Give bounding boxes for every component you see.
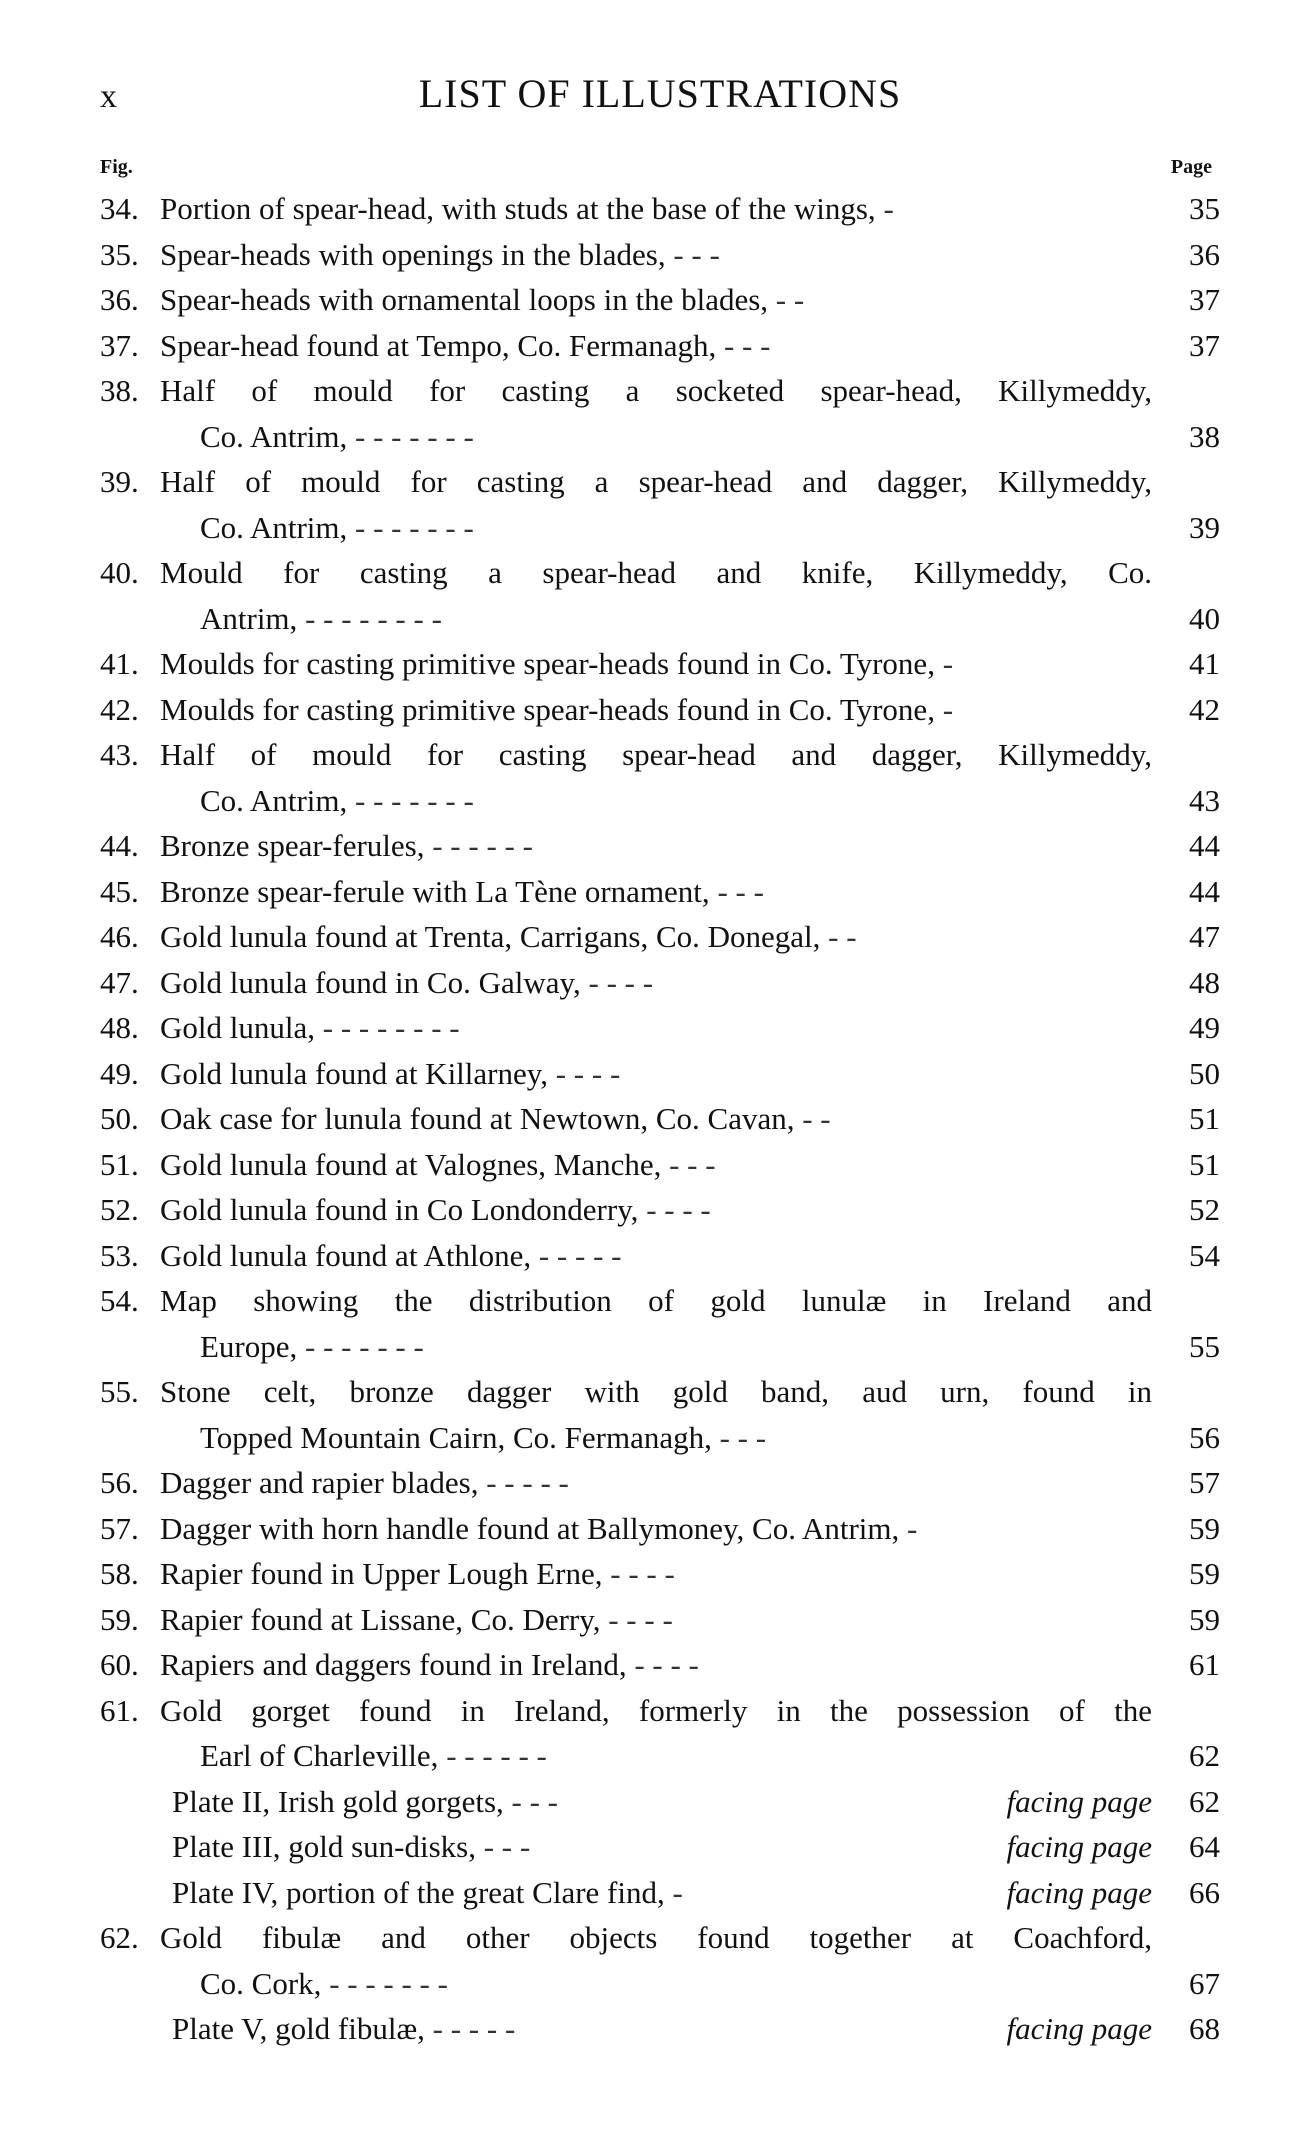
entry-caption: Mould for casting a spear-head and knife, Killymeddy, Co. xyxy=(160,555,1152,590)
entry-caption: Half of mould for casting spear-head and dagger, Killymeddy, xyxy=(160,737,1152,772)
page-reference: 36 xyxy=(1189,236,1220,272)
page-numeral: x xyxy=(100,78,118,115)
entry-body xyxy=(160,550,1152,641)
plate-body xyxy=(160,1824,1152,1870)
page-reference: 52 xyxy=(1189,1192,1220,1227)
entry-body xyxy=(160,232,1152,278)
page-reference: 51 xyxy=(1189,1101,1220,1136)
page-reference: 66 xyxy=(1189,1874,1220,1910)
page-reference: 64 xyxy=(1189,1829,1220,1864)
caption-continuation: Earl of Charleville, xyxy=(200,1738,439,1773)
entry-body xyxy=(160,1460,1152,1506)
entry-caption-continued xyxy=(160,414,1152,460)
entry-caption-line xyxy=(160,960,1152,1006)
figure-number: 37. xyxy=(100,327,139,363)
column-headings xyxy=(100,156,1220,186)
page-reference: 40 xyxy=(1189,600,1220,636)
entry-body xyxy=(160,186,1152,232)
entry-caption-line xyxy=(160,1506,1152,1552)
facing-page-label: facing page xyxy=(1006,1874,1152,1910)
entry-caption: Half of mould for casting a spear-head and dagger, Killymeddy, xyxy=(160,464,1152,499)
entry-caption-continued xyxy=(160,1415,1152,1461)
figure-number: 43. xyxy=(100,737,139,772)
page-reference: 44 xyxy=(1189,828,1220,863)
entry-caption: Gold lunula found in Co. Galway, xyxy=(160,964,581,1000)
entry-body xyxy=(160,1688,1152,1779)
entry-caption-line xyxy=(160,1597,1152,1643)
caption-continuation: Co. Cork, xyxy=(200,1965,322,2001)
figure-number: 45. xyxy=(100,873,139,909)
entry-body xyxy=(160,1506,1152,1552)
entry-caption: Bronze spear-ferule with La Tène ornament, xyxy=(160,873,710,909)
leader-dashes: - - - - - - - xyxy=(321,1965,448,2001)
entry-caption-line xyxy=(160,277,1152,323)
page-reference: 39 xyxy=(1189,509,1220,545)
page-reference: 59 xyxy=(1189,1556,1220,1591)
list-item xyxy=(100,1187,1220,1233)
list-item xyxy=(100,1551,1220,1597)
entry-caption: Gold lunula found at Killarney, xyxy=(160,1055,548,1091)
leader-dashes: - - - - - - - - xyxy=(297,600,442,636)
entry-caption-line xyxy=(160,186,1152,232)
list-item xyxy=(100,277,1220,323)
leader-dashes: - - - - xyxy=(547,1055,621,1091)
page-reference: 44 xyxy=(1189,873,1220,909)
entry-caption-line xyxy=(160,1233,1152,1279)
plate-item xyxy=(100,1824,1220,1870)
entry-body xyxy=(160,368,1152,459)
entry-caption-line xyxy=(160,869,1152,915)
page-reference: 37 xyxy=(1189,327,1220,363)
leader-dashes: - - - - - - - - xyxy=(315,1010,460,1045)
leader-dashes: - - - - - - - xyxy=(297,1328,424,1364)
document-page xyxy=(100,70,1220,2052)
plate-body xyxy=(160,1870,1152,1916)
leader-dashes: - xyxy=(664,1874,683,1910)
list-item xyxy=(100,641,1220,687)
entry-caption: Dagger with horn handle found at Ballymoney, Co. Antrim, xyxy=(160,1510,900,1546)
plate-body xyxy=(160,1779,1152,1825)
list-item xyxy=(100,823,1220,869)
figure-number: 36. xyxy=(100,282,139,317)
page-reference: 50 xyxy=(1189,1055,1220,1091)
entry-body xyxy=(160,1096,1152,1142)
entry-caption-line xyxy=(160,323,1152,369)
leader-dashes: - - - - - xyxy=(424,2011,516,2046)
caption-continuation: Co. Antrim, xyxy=(200,418,348,454)
entry-caption: Bronze spear-ferules, xyxy=(160,828,425,863)
entry-body xyxy=(160,1187,1152,1233)
leader-dashes: - - - xyxy=(665,236,720,272)
entry-body xyxy=(160,1233,1152,1279)
plate-caption-line xyxy=(172,1870,1152,1916)
entry-caption-continued xyxy=(160,778,1152,824)
list-item xyxy=(100,1096,1220,1142)
leader-dashes: - - - - - xyxy=(531,1237,622,1273)
page-reference: 62 xyxy=(1189,1783,1220,1819)
leader-dashes: - - - - xyxy=(626,1647,699,1682)
figure-number: 42. xyxy=(100,691,139,727)
entry-caption: Spear-heads with ornamental loops in the blades, xyxy=(160,282,769,317)
entry-caption: Rapier found at Lissane, Co. Derry, xyxy=(160,1601,601,1637)
figure-number: 38. xyxy=(100,373,139,408)
leader-dashes: - - - xyxy=(711,1419,767,1455)
plate-item xyxy=(100,1870,1220,1916)
plate-caption: Plate II, Irish gold gorgets, xyxy=(172,1783,504,1819)
figure-number: 55. xyxy=(100,1374,139,1409)
plate-caption: Plate V, gold fibulæ, xyxy=(172,2011,425,2046)
caption-continuation: Antrim, xyxy=(200,600,298,636)
figure-number: 47. xyxy=(100,964,139,1000)
leader-dashes: - - - - xyxy=(600,1601,673,1637)
figure-number: 59. xyxy=(100,1601,139,1637)
page-reference: 68 xyxy=(1189,2011,1220,2046)
figure-number: 62. xyxy=(100,1920,139,1955)
entry-caption-continued xyxy=(160,1324,1152,1370)
figure-number: 46. xyxy=(100,919,139,954)
fig-column-heading: Fig. xyxy=(100,156,133,178)
entry-caption-line xyxy=(160,1005,1152,1051)
list-item xyxy=(100,1915,1220,2006)
entry-body xyxy=(160,960,1152,1006)
leader-dashes: - xyxy=(899,1510,918,1546)
leader-dashes: - - - xyxy=(661,1146,716,1182)
entry-caption: Gold lunula, xyxy=(160,1010,315,1045)
plate-caption-line xyxy=(172,1779,1152,1825)
leader-dashes: - - - xyxy=(716,327,771,363)
figure-number: 54. xyxy=(100,1283,139,1318)
leader-dashes: - xyxy=(934,646,954,681)
entry-caption: Gold lunula found at Trenta, Carrigans, Co. Donegal, xyxy=(160,919,821,954)
entry-caption: Dagger and rapier blades, xyxy=(160,1465,479,1500)
entry-caption-line xyxy=(160,823,1152,869)
list-item xyxy=(100,323,1220,369)
leader-dashes: - - - xyxy=(475,1829,531,1864)
list-item xyxy=(100,550,1220,641)
list-item xyxy=(100,1051,1220,1097)
page-reference: 37 xyxy=(1189,282,1220,317)
entry-caption-continued xyxy=(160,505,1152,551)
entry-caption: Half of mould for casting a socketed spear-head, Killymeddy, xyxy=(160,373,1152,408)
figure-number: 41. xyxy=(100,646,139,681)
entry-body xyxy=(160,1915,1152,2006)
leader-dashes: - - - - xyxy=(580,964,654,1000)
entry-caption: Moulds for casting primitive spear-heads found in Co. Tyrone, xyxy=(160,691,935,727)
leader-dashes: - - - - - - - xyxy=(347,418,474,454)
list-item xyxy=(100,186,1220,232)
plate-item xyxy=(100,2006,1220,2052)
entry-body xyxy=(160,687,1152,733)
page-column-heading: Page xyxy=(1170,156,1212,178)
figure-number: 60. xyxy=(100,1647,139,1682)
page-reference: 62 xyxy=(1189,1738,1220,1773)
entry-caption-line xyxy=(160,1187,1152,1233)
page-reference: 59 xyxy=(1189,1510,1220,1546)
page-reference: 47 xyxy=(1189,919,1220,954)
caption-continuation: Topped Mountain Cairn, Co. Fermanagh, xyxy=(200,1419,712,1455)
figure-number: 34. xyxy=(100,191,139,226)
list-item xyxy=(100,914,1220,960)
page-reference: 48 xyxy=(1189,964,1220,1000)
entry-caption: Rapier found in Upper Lough Erne, xyxy=(160,1556,603,1591)
leader-dashes: - xyxy=(875,191,894,226)
list-item xyxy=(100,232,1220,278)
list-item xyxy=(100,1688,1220,1779)
leader-dashes: - - - xyxy=(503,1783,559,1819)
page-reference: 38 xyxy=(1189,418,1220,454)
entry-caption-line xyxy=(160,1460,1152,1506)
figure-number: 61. xyxy=(100,1692,139,1728)
entry-caption: Gold gorget found in Ireland, formerly in the possession of the xyxy=(160,1692,1152,1728)
figure-number: 51. xyxy=(100,1146,139,1182)
entry-caption: Moulds for casting primitive spear-heads found in Co. Tyrone, xyxy=(160,646,935,681)
entry-caption-line xyxy=(160,1096,1152,1142)
entry-caption: Rapiers and daggers found in Ireland, xyxy=(160,1647,627,1682)
plate-caption-line xyxy=(172,2006,1152,2052)
list-item xyxy=(100,1005,1220,1051)
leader-dashes: - - - - xyxy=(602,1556,675,1591)
entry-caption-line xyxy=(160,1142,1152,1188)
entry-caption: Gold lunula found at Valognes, Manche, xyxy=(160,1146,662,1182)
figure-number: 35. xyxy=(100,236,139,272)
page-reference: 35 xyxy=(1189,191,1220,226)
page-title: LIST OF ILLUSTRATIONS xyxy=(418,71,902,116)
page-reference: 51 xyxy=(1189,1146,1220,1182)
entry-caption-line xyxy=(160,687,1152,733)
figure-number: 52. xyxy=(100,1192,139,1227)
list-item xyxy=(100,1642,1220,1688)
entry-body xyxy=(160,823,1152,869)
entry-caption: Gold lunula found in Co Londonderry, xyxy=(160,1192,639,1227)
list-item xyxy=(100,732,1220,823)
figure-number: 39. xyxy=(100,464,139,499)
entry-caption-line xyxy=(160,641,1152,687)
illustrations-list xyxy=(100,186,1220,2052)
entry-caption: Gold lunula found at Athlone, xyxy=(160,1237,532,1273)
list-item xyxy=(100,459,1220,550)
entry-body xyxy=(160,1642,1152,1688)
page-reference: 54 xyxy=(1189,1237,1220,1273)
entry-body xyxy=(160,732,1152,823)
page-reference: 49 xyxy=(1189,1010,1220,1045)
entry-body xyxy=(160,277,1152,323)
page-reference: 59 xyxy=(1189,1601,1220,1637)
figure-number: 57. xyxy=(100,1510,139,1546)
facing-page-label: facing page xyxy=(1006,1783,1152,1819)
list-item xyxy=(100,1369,1220,1460)
entry-body xyxy=(160,641,1152,687)
list-item xyxy=(100,687,1220,733)
entry-caption-line xyxy=(160,232,1152,278)
entry-caption-continued xyxy=(160,1961,1152,2007)
entry-caption: Portion of spear-head, with studs at the base of the wings, xyxy=(160,191,876,226)
leader-dashes: - - xyxy=(768,282,805,317)
list-item xyxy=(100,1142,1220,1188)
leader-dashes: - - - - xyxy=(638,1192,711,1227)
leader-dashes: - xyxy=(934,691,954,727)
caption-continuation: Co. Antrim, xyxy=(200,782,348,818)
plate-caption: Plate IV, portion of the great Clare find, xyxy=(172,1874,665,1910)
entry-caption: Spear-heads with openings in the blades, xyxy=(160,236,666,272)
caption-continuation: Co. Antrim, xyxy=(200,509,348,545)
page-reference: 55 xyxy=(1189,1328,1220,1364)
page-reference: 61 xyxy=(1189,1647,1220,1682)
entry-body xyxy=(160,1051,1152,1097)
entry-body xyxy=(160,1005,1152,1051)
plate-body xyxy=(160,2006,1152,2052)
plate-caption-line xyxy=(172,1824,1152,1870)
list-item xyxy=(100,1506,1220,1552)
entry-caption-continued xyxy=(160,596,1152,642)
entry-caption-line xyxy=(160,1642,1152,1688)
entry-body xyxy=(160,323,1152,369)
entry-caption: Map showing the distribution of gold lunulæ in Ireland and xyxy=(160,1283,1152,1318)
figure-number: 56. xyxy=(100,1465,139,1500)
entry-body xyxy=(160,1551,1152,1597)
list-item xyxy=(100,960,1220,1006)
figure-number: 40. xyxy=(100,555,139,590)
list-item xyxy=(100,368,1220,459)
leader-dashes: - - - - - - xyxy=(424,828,533,863)
leader-dashes: - - - - - - - xyxy=(347,782,474,818)
figure-number: 49. xyxy=(100,1055,139,1091)
entry-caption: Oak case for lunula found at Newtown, Co. Cavan, xyxy=(160,1101,795,1136)
entry-body xyxy=(160,459,1152,550)
leader-dashes: - - - - - - - xyxy=(347,509,474,545)
leader-dashes: - - - - - xyxy=(478,1465,569,1500)
list-item xyxy=(100,1233,1220,1279)
page-reference: 41 xyxy=(1189,646,1220,681)
list-item xyxy=(100,1597,1220,1643)
entry-body xyxy=(160,1142,1152,1188)
leader-dashes: - - xyxy=(794,1101,831,1136)
page-reference: 56 xyxy=(1189,1419,1220,1455)
entry-caption-line xyxy=(160,1051,1152,1097)
leader-dashes: - - - - - - xyxy=(438,1738,547,1773)
page-header xyxy=(100,70,1220,140)
entry-body xyxy=(160,1369,1152,1460)
entry-caption: Gold fibulæ and other objects found together at Coachford, xyxy=(160,1920,1152,1955)
leader-dashes: - - - xyxy=(709,873,764,909)
entry-caption-line xyxy=(160,1551,1152,1597)
list-item xyxy=(100,1460,1220,1506)
entry-caption-line xyxy=(160,914,1152,960)
facing-page-label: facing page xyxy=(1006,2011,1152,2046)
entry-body xyxy=(160,1278,1152,1369)
entry-body xyxy=(160,914,1152,960)
page-reference: 43 xyxy=(1189,782,1220,818)
figure-number: 53. xyxy=(100,1237,139,1273)
page-reference: 57 xyxy=(1189,1465,1220,1500)
list-item xyxy=(100,1278,1220,1369)
entry-caption: Spear-head found at Tempo, Co. Fermanagh, xyxy=(160,327,717,363)
plate-item xyxy=(100,1779,1220,1825)
entry-body xyxy=(160,1597,1152,1643)
figure-number: 48. xyxy=(100,1010,139,1045)
plate-caption: Plate III, gold sun-disks, xyxy=(172,1829,476,1864)
caption-continuation: Europe, xyxy=(200,1328,298,1364)
entry-body xyxy=(160,869,1152,915)
page-reference: 42 xyxy=(1189,691,1220,727)
leader-dashes: - - xyxy=(820,919,857,954)
figure-number: 50. xyxy=(100,1101,139,1136)
figure-number: 44. xyxy=(100,828,139,863)
entry-caption-continued xyxy=(160,1733,1152,1779)
page-reference: 67 xyxy=(1189,1965,1220,2001)
entry-caption: Stone celt, bronze dagger with gold band, aud urn, found in xyxy=(160,1374,1152,1409)
list-item xyxy=(100,869,1220,915)
facing-page-label: facing page xyxy=(1006,1829,1152,1864)
figure-number: 58. xyxy=(100,1556,139,1591)
